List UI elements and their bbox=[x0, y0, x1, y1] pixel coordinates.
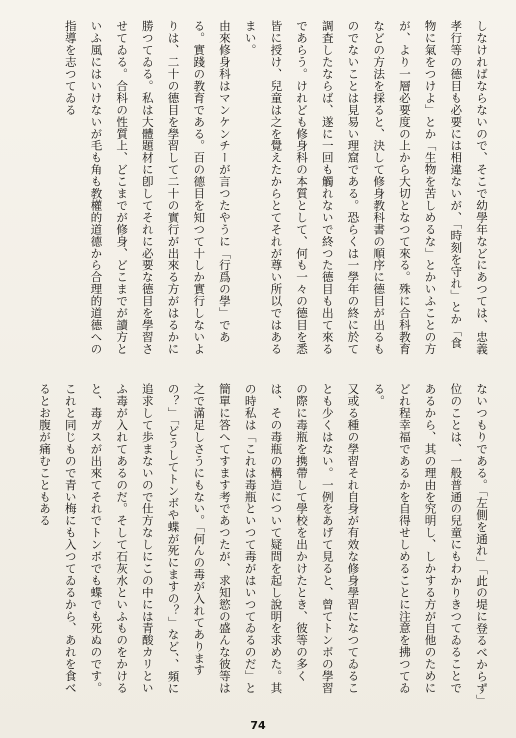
body-paragraph: 又或る種の學習それ自身が有效な修身學習になつてゐることも少くはない。一例をあげて見ると、曾てトンボの學習の際に毒瓶を携帶して學校を出かけたとき、彼等の多くは、その毒瓶の構造について疑問を起し說明を求めた。其の時私は「これは毒瓶といつて毒がはいつてゐるのだ」と簡單に答へてすます考であつたが、求知慾の盛んな彼等は之で滿足しさうにもない。「何んの毒が入れてありますの？」「どうしてトンボや蝶が死にますの？」など、、頻に追求して歩まないので仕方なしにこの中には青酸カリといふ毒が入れてあるのだ。そして石灰水といふものをかけると、毒ガスが出來てそれでトンボでも蝶でも死ぬのです。これと同じもので青い梅にも入つてゐるから、あれを食べるとお腹が痛むこともある bbox=[38, 383, 361, 695]
upper-text-block bbox=[14, 20, 494, 360]
page-number: 74 bbox=[250, 719, 266, 732]
lower-text-block bbox=[14, 383, 494, 701]
body-paragraph: ないつもりである。「左側を通れ」「此の堤に登るべからず」位のことは、一般普通の兒童にもわかりきつてゐることであるから、其の理由を究明し、しかする方が自他のためにどれ程幸福であるかを自得せしめることに注意を拂つてゐる。 bbox=[372, 383, 489, 701]
body-paragraph: 由來修身科はマンケンチーが言つたやうに「行爲の學」である。實踐の教育である。百の德目を知つて十しか實行しないよりは、二十の德目を學習して二十の實行が出來る方がはるかに勝つてゐる。私は大體題材に卽してそれに必要な德目を學習させてゐる。合科の性質上、どこまでが修身、どこまでが讀方といふ風にはいけないが毛も角も教權的道德から合理的道德への指導を志つてゐる bbox=[63, 20, 232, 355]
body-paragraph: しなければならないので、そこで幼學年などにあつては、忠義孝行等の德目も必要には相違ないが、「時刻を守れ」とか「食物に氣をつけよ」とか「生物を苦しめるな」とかいふことの方が、より一層必要度の上から大切となつて來る。殊に合科教育などの方法を採ると、決して修身教科書の順序に德目が出るものでないことは見易い理窟である。恐らくは一學年の終に於て調査したならば、遂に一回も觸れないで終つた德目も出て來るであらう。けれども修身科の本質として、何も一々の德目を悉皆に授け、兒童は之を覺えたからとてそれが尊い所以ではあるまい。 bbox=[243, 20, 489, 355]
